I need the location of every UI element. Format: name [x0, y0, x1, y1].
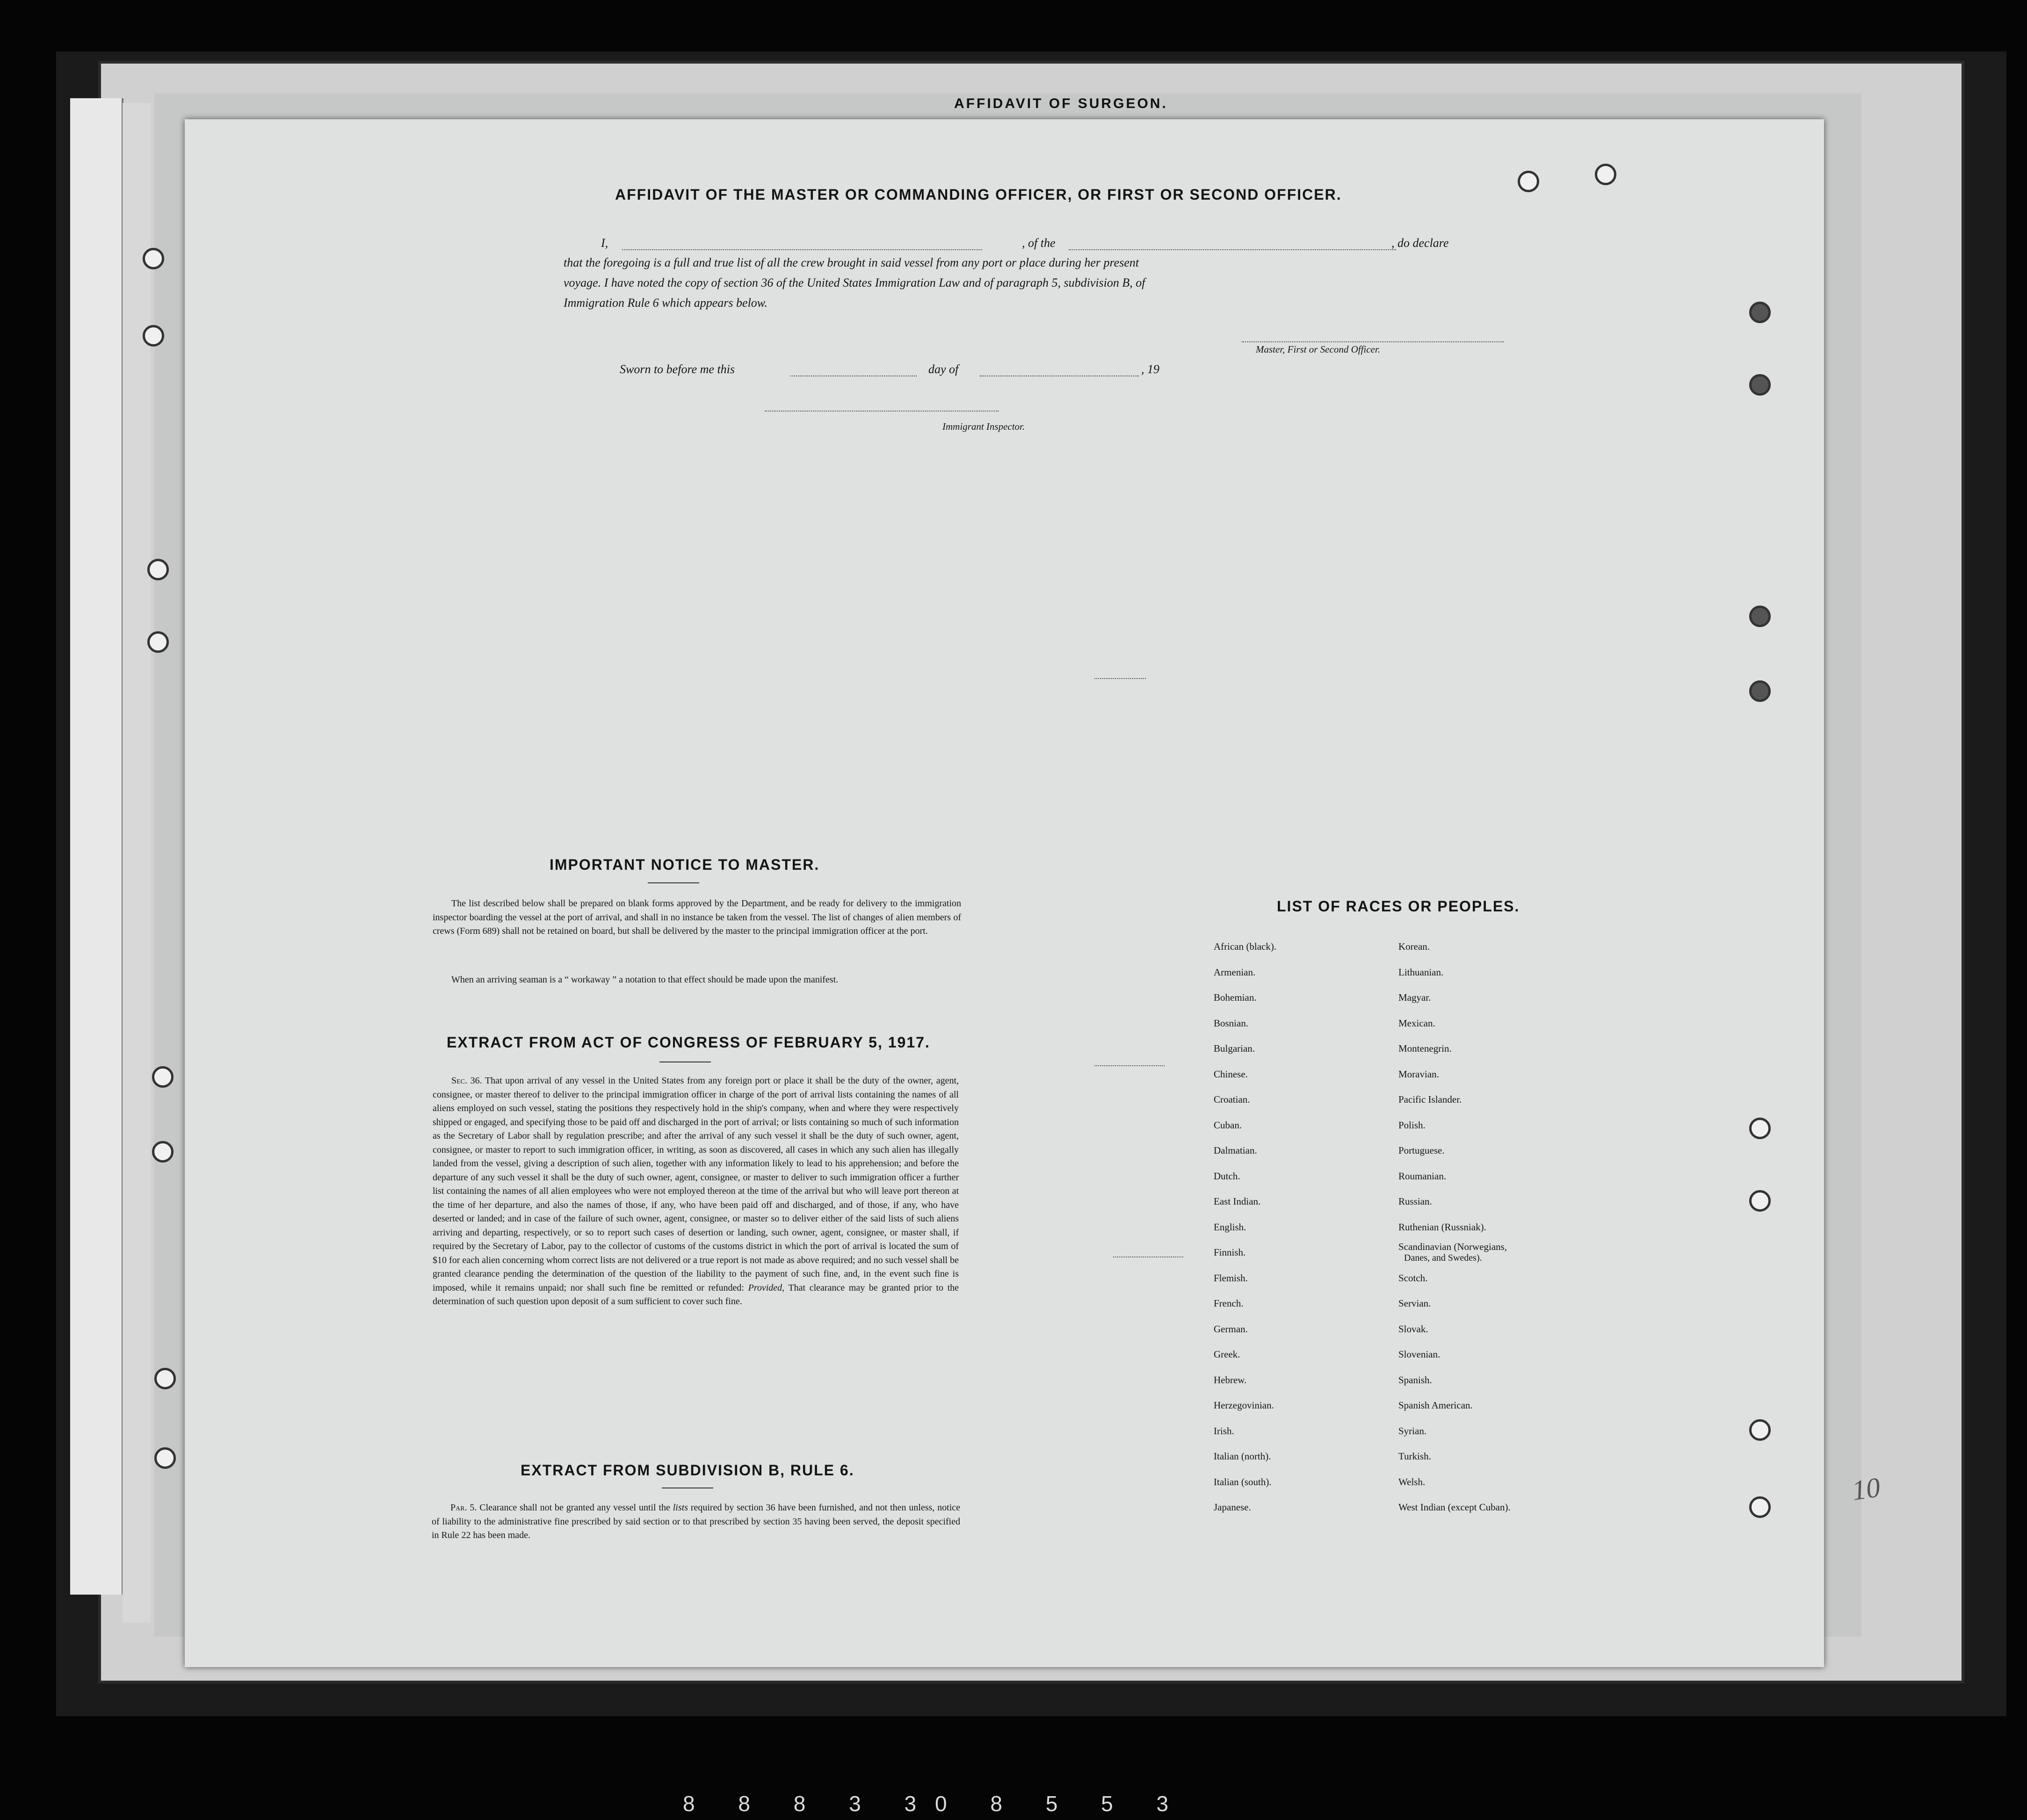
binder-hole — [147, 559, 169, 580]
races-column-1 — [1214, 934, 1276, 1520]
race-item: Bulgarian. — [1214, 1043, 1255, 1054]
affidavit-line-4: Immigration Rule 6 which appears below. — [564, 296, 767, 310]
race-item: Chinese. — [1214, 1068, 1248, 1080]
binder-hole — [1518, 171, 1539, 192]
race-item: Lithuanian. — [1398, 966, 1444, 978]
binder-hole — [1749, 302, 1771, 323]
act-section-label: Sec. 36. — [451, 1076, 482, 1086]
rule-paragraph-5 — [432, 1501, 960, 1543]
race-item: Pacific Islander. — [1398, 1094, 1462, 1105]
race-item: Herzegovinian. — [1214, 1400, 1274, 1411]
race-item: Dutch. — [1214, 1170, 1240, 1182]
race-item: Polish. — [1398, 1119, 1426, 1131]
race-item: Syrian. — [1398, 1425, 1427, 1437]
affidavit-of-the: , of the — [1022, 236, 1056, 250]
binder-hole — [1749, 1496, 1771, 1518]
race-item: Spanish. — [1398, 1374, 1432, 1386]
rule-title: EXTRACT FROM SUBDIVISION B, RULE 6. — [521, 1462, 854, 1479]
act-title: EXTRACT FROM ACT OF CONGRESS OF FEBRUARY 5, 1917. — [447, 1034, 930, 1051]
background-surgeon-header: AFFIDAVIT OF SURGEON. — [954, 96, 1168, 111]
left-page-edge — [70, 98, 123, 1595]
race-item: Ruthenian (Russniak). — [1398, 1221, 1486, 1233]
rule-text-2: required by section 36 have been furnished, and not then unless, notice of liability to the administrative fine prescribed by said section or to that prescribed by section 35 having been served, the deposit specified in Rule 22 has been made. — [432, 1502, 961, 1540]
binder-hole — [1749, 374, 1771, 396]
race-item: Mexican. — [1398, 1017, 1435, 1029]
race-item: Montenegrin. — [1398, 1043, 1452, 1054]
binder-hole — [147, 631, 169, 653]
binder-hole — [1749, 606, 1771, 627]
rule-par-label: Par. 5. — [450, 1502, 477, 1513]
race-item: Roumanian. — [1398, 1170, 1447, 1182]
affidavit-title: AFFIDAVIT OF THE MASTER OR COMMANDING OFFICER, OR FIRST OR SECOND OFFICER. — [615, 186, 1342, 203]
race-item: Welsh. — [1398, 1476, 1426, 1488]
notice-paragraph-2: When an arriving seaman is a “ workaway ” a notation to that effect should be made upon the manifest. — [451, 975, 839, 985]
rule-lists: lists — [673, 1502, 688, 1513]
inspector-label: Immigrant Inspector. — [942, 421, 1025, 432]
races-title: LIST OF RACES OR PEOPLES. — [1277, 898, 1520, 915]
vessel-blank — [1069, 249, 1396, 250]
race-item: African (black). — [1214, 941, 1277, 952]
race-item: German. — [1214, 1323, 1248, 1335]
act-provided: Provided, — [748, 1282, 785, 1293]
film-frame-marks: 8 8 8 3 30 8 5 5 3 — [683, 1791, 1187, 1816]
race-item: Korean. — [1398, 941, 1430, 952]
rule-text-1: Clearance shall not be granted any vessel until the — [479, 1502, 670, 1513]
notice-rule — [648, 882, 699, 883]
race-item: Greek. — [1214, 1349, 1240, 1360]
binder-hole — [143, 325, 164, 347]
race-item: Bosnian. — [1214, 1017, 1249, 1029]
race-item: Slovak. — [1398, 1323, 1428, 1335]
binder-hole — [143, 248, 164, 269]
affidavit-i-label: I, — [601, 236, 608, 250]
race-item: West Indian (except Cuban). — [1398, 1502, 1511, 1513]
race-item: Armenian. — [1214, 966, 1256, 978]
binder-hole — [1749, 680, 1771, 702]
race-item: Japanese. — [1214, 1502, 1251, 1513]
margin-dash — [1094, 678, 1146, 679]
inspector-signature-line — [765, 411, 999, 412]
binder-hole — [152, 1141, 174, 1163]
race-item: Italian (south). — [1214, 1476, 1272, 1488]
sworn-label: Sworn to before me this — [620, 362, 735, 376]
notice-paragraph-1: The list described below shall be prepared on blank forms approved by the Department, and be ready for delivery to the immigration inspector boarding the vessel at the port of arrival, and shall in no instance be taken from the vessel. The list of changes of alien members of crews (Form 689) shall not be retained on board, but shall be delivered by the master to the principal immigration officer at the port. — [433, 898, 961, 936]
race-item: Irish. — [1214, 1425, 1234, 1437]
year-label: , 19 — [1141, 362, 1159, 376]
master-signature-label: Master, First or Second Officer. — [1256, 344, 1380, 355]
race-item: Spanish American. — [1398, 1400, 1473, 1411]
race-item: Croatian. — [1214, 1094, 1250, 1105]
race-scandinavian-line1: Scandinavian (Norwegians, — [1398, 1241, 1507, 1252]
binder-hole — [1749, 1419, 1771, 1441]
race-item: Servian. — [1398, 1298, 1431, 1309]
race-item: Moravian. — [1398, 1068, 1439, 1080]
affidavit-line-2: that the foregoing is a full and true list of all the crew brought in said vessel from any port or place during her present — [564, 256, 1139, 269]
binder-hole — [154, 1368, 176, 1389]
race-item: Italian (north). — [1214, 1451, 1271, 1462]
bleed-through-area — [185, 119, 1824, 1667]
affidavit-do-declare: , do declare — [1391, 236, 1449, 250]
race-item: Flemish. — [1214, 1272, 1248, 1284]
race-item: East Indian. — [1214, 1196, 1261, 1207]
notice-title: IMPORTANT NOTICE TO MASTER. — [550, 856, 820, 873]
binder-hole — [1749, 1118, 1771, 1139]
margin-handwriting: 10 — [1850, 1472, 1882, 1506]
act-text-end: That clearance may be granted prior to the determination of such question upon deposit of a sum sufficient to cover such fine. — [433, 1282, 959, 1307]
name-blank — [622, 249, 982, 250]
race-item: Bohemian. — [1214, 992, 1257, 1003]
race-item: Portuguese. — [1398, 1145, 1445, 1156]
race-item: Hebrew. — [1214, 1374, 1247, 1386]
master-signature-line — [1242, 341, 1504, 342]
margin-dash — [1094, 1065, 1165, 1066]
binder-hole — [154, 1447, 176, 1469]
race-item: Scotch. — [1398, 1272, 1428, 1284]
race-item: French. — [1214, 1298, 1244, 1309]
race-item-scandinavian — [1398, 1240, 1511, 1265]
binder-hole — [1749, 1190, 1771, 1212]
race-item: Slovenian. — [1398, 1349, 1441, 1360]
affidavit-page — [185, 119, 1824, 1667]
binder-hole — [152, 1066, 174, 1088]
race-scandinavian-line2: Danes, and Swedes). — [1404, 1253, 1482, 1263]
race-item: Cuban. — [1214, 1119, 1242, 1131]
race-item: Russian. — [1398, 1196, 1432, 1207]
race-item: Turkish. — [1398, 1451, 1431, 1462]
act-section-36 — [433, 1074, 959, 1309]
race-item: Finnish. — [1214, 1247, 1246, 1258]
affidavit-line-3: voyage. I have noted the copy of section 36 of the United States Immigration Law and of paragraph 5, subdivision B, of — [564, 276, 1145, 289]
races-column-2 — [1398, 934, 1511, 1520]
day-of-label: day of — [928, 362, 959, 376]
race-item: Dalmatian. — [1214, 1145, 1257, 1156]
race-item: Magyar. — [1398, 992, 1431, 1003]
race-item: English. — [1214, 1221, 1246, 1233]
act-text: That upon arrival of any vessel in the United States from any foreign port or place it shall be the duty of the owner, agent, consignee, or master thereof to deliver to the principal immigration officer in charge of the port of arrival lists containing the names of all aliens employed on such vessel, stating the positions they respectively hold in the ship's company, when and where they were respectively shipped or engaged, and specifying those to be paid off and discharged in the port of arrival; or lists containing so much of such information as the Secretary of Labor shall by regulation prescribe; and after the arrival of any such vessel it shall be the duty of such owner, agent, consignee, or master to report to such immigration officer, in writing, as soon as discovered, all cases in which any such alien has illegally landed from the vessel, giving a description of such alien, together with any information likely to lead to his apprehension; and before the departure of any such vessel it shall be the duty of such owner, agent, consignee, or master to deliver to such immigration officer a further list containing the names of all alien employees who were not employed thereon at the time of the arrival but who will leave port thereon at the time of her departure, and also the names of those, if any, who have been paid off and discharged, and of those, if any, who have deserted or landed; and in case of the failure of such owner, agent, consignee, or master so to deliver either of the said lists of such aliens arriving and departing, respectively, or so to report such cases of desertion or landing, such owner, agent, consignee, or master shall, if required by the Secretary of Labor, pay to the collector of customs of the customs district in which the port of arrival is located the sum of $10 for each alien concerning whom correct lists are not delivered or a true report is not made as above required; and no such vessel shall be granted clearance pending the determination of the question of the liability to the payment of such fine, and, in the event such fine is imposed, while it remains unpaid; nor shall such fine be remitted or refunded: — [433, 1076, 959, 1293]
binder-hole — [1595, 164, 1616, 185]
